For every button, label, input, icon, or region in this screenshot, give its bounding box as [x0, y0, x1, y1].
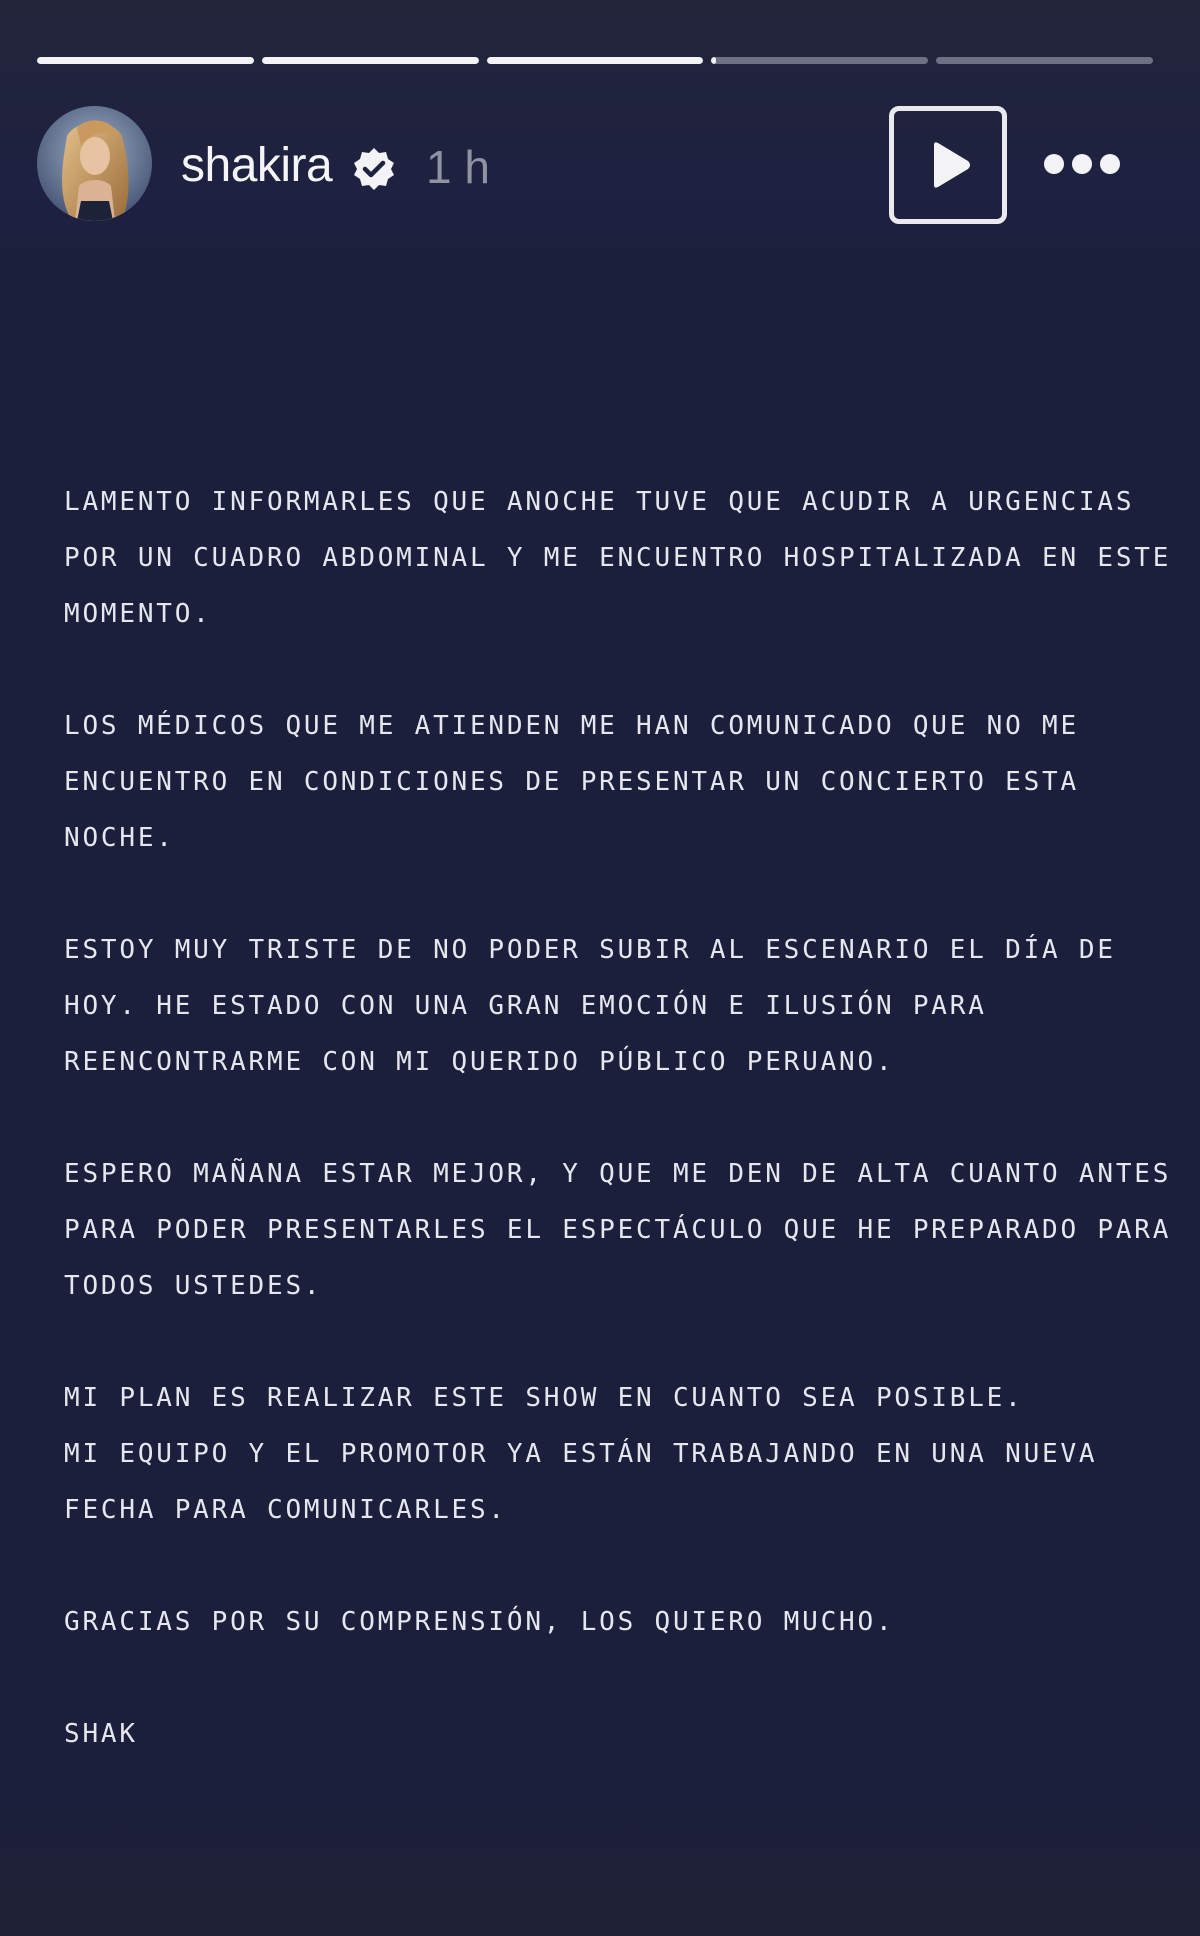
progress-segment [936, 57, 1153, 64]
message-line: MOMENTO. [64, 599, 212, 629]
more-icon [1042, 152, 1122, 176]
avatar-photo [37, 106, 152, 221]
progress-fill [262, 57, 479, 64]
message-line: REENCONTRARME CON MI QUERIDO PÚBLICO PERUANO. [64, 1047, 895, 1077]
message-line: FECHA PARA COMUNICARLES. [64, 1495, 507, 1525]
story-progress-bar [37, 57, 1153, 64]
message-line: LAMENTO INFORMARLES QUE ANOCHE TUVE QUE ACUDIR A URGENCIAS [64, 487, 1135, 517]
message-line: NOCHE. [64, 823, 175, 853]
message-line: SHAK [64, 1719, 138, 1749]
message-paragraph [64, 698, 1174, 866]
message-line: ESPERO MAÑANA ESTAR MEJOR, Y QUE ME DEN DE ALTA CUANTO ANTES [64, 1159, 1172, 1189]
play-button[interactable] [889, 106, 1007, 224]
message-line: ENCUENTRO EN CONDICIONES DE PRESENTAR UN CONCIERTO ESTA [64, 767, 1079, 797]
progress-segment [37, 57, 254, 64]
progress-fill [711, 57, 715, 64]
message-line: MI EQUIPO Y EL PROMOTOR YA ESTÁN TRABAJANDO EN UNA NUEVA [64, 1439, 1098, 1469]
message-paragraph [64, 1146, 1174, 1314]
message-line: POR UN CUADRO ABDOMINAL Y ME ENCUENTRO HOSPITALIZADA EN ESTE [64, 543, 1172, 573]
username[interactable]: shakira [181, 139, 333, 192]
message-line: ESTOY MUY TRISTE DE NO PODER SUBIR AL ESCENARIO EL DÍA DE [64, 935, 1116, 965]
story-header [37, 106, 1153, 226]
avatar[interactable] [37, 106, 152, 221]
message-paragraph [64, 1594, 1174, 1650]
message-paragraph [64, 1706, 1174, 1762]
message-paragraph [64, 474, 1174, 642]
play-icon [920, 137, 976, 193]
message-paragraph [64, 922, 1174, 1090]
progress-segment [711, 57, 928, 64]
message-line: MI PLAN ES REALIZAR ESTE SHOW EN CUANTO SEA POSIBLE. [64, 1383, 1024, 1413]
verified-badge-icon [351, 146, 397, 192]
message-line: TODOS USTEDES. [64, 1271, 323, 1301]
progress-fill [37, 57, 254, 64]
message-line: PARA PODER PRESENTARLES EL ESPECTÁCULO QUE HE PREPARADO PARA [64, 1215, 1172, 1245]
message-paragraph [64, 1370, 1174, 1538]
post-time: 1 h [426, 141, 490, 193]
message-line: HOY. HE ESTADO CON UNA GRAN EMOCIÓN E ILUSIÓN PARA [64, 991, 987, 1021]
progress-segment [487, 57, 704, 64]
story-message [64, 474, 1174, 1818]
message-line: LOS MÉDICOS QUE ME ATIENDEN ME HAN COMUNICADO QUE NO ME [64, 711, 1079, 741]
progress-fill [487, 57, 704, 64]
progress-segment [262, 57, 479, 64]
message-line: GRACIAS POR SU COMPRENSIÓN, LOS QUIERO MUCHO. [64, 1607, 895, 1637]
more-options-button[interactable] [1037, 136, 1127, 192]
